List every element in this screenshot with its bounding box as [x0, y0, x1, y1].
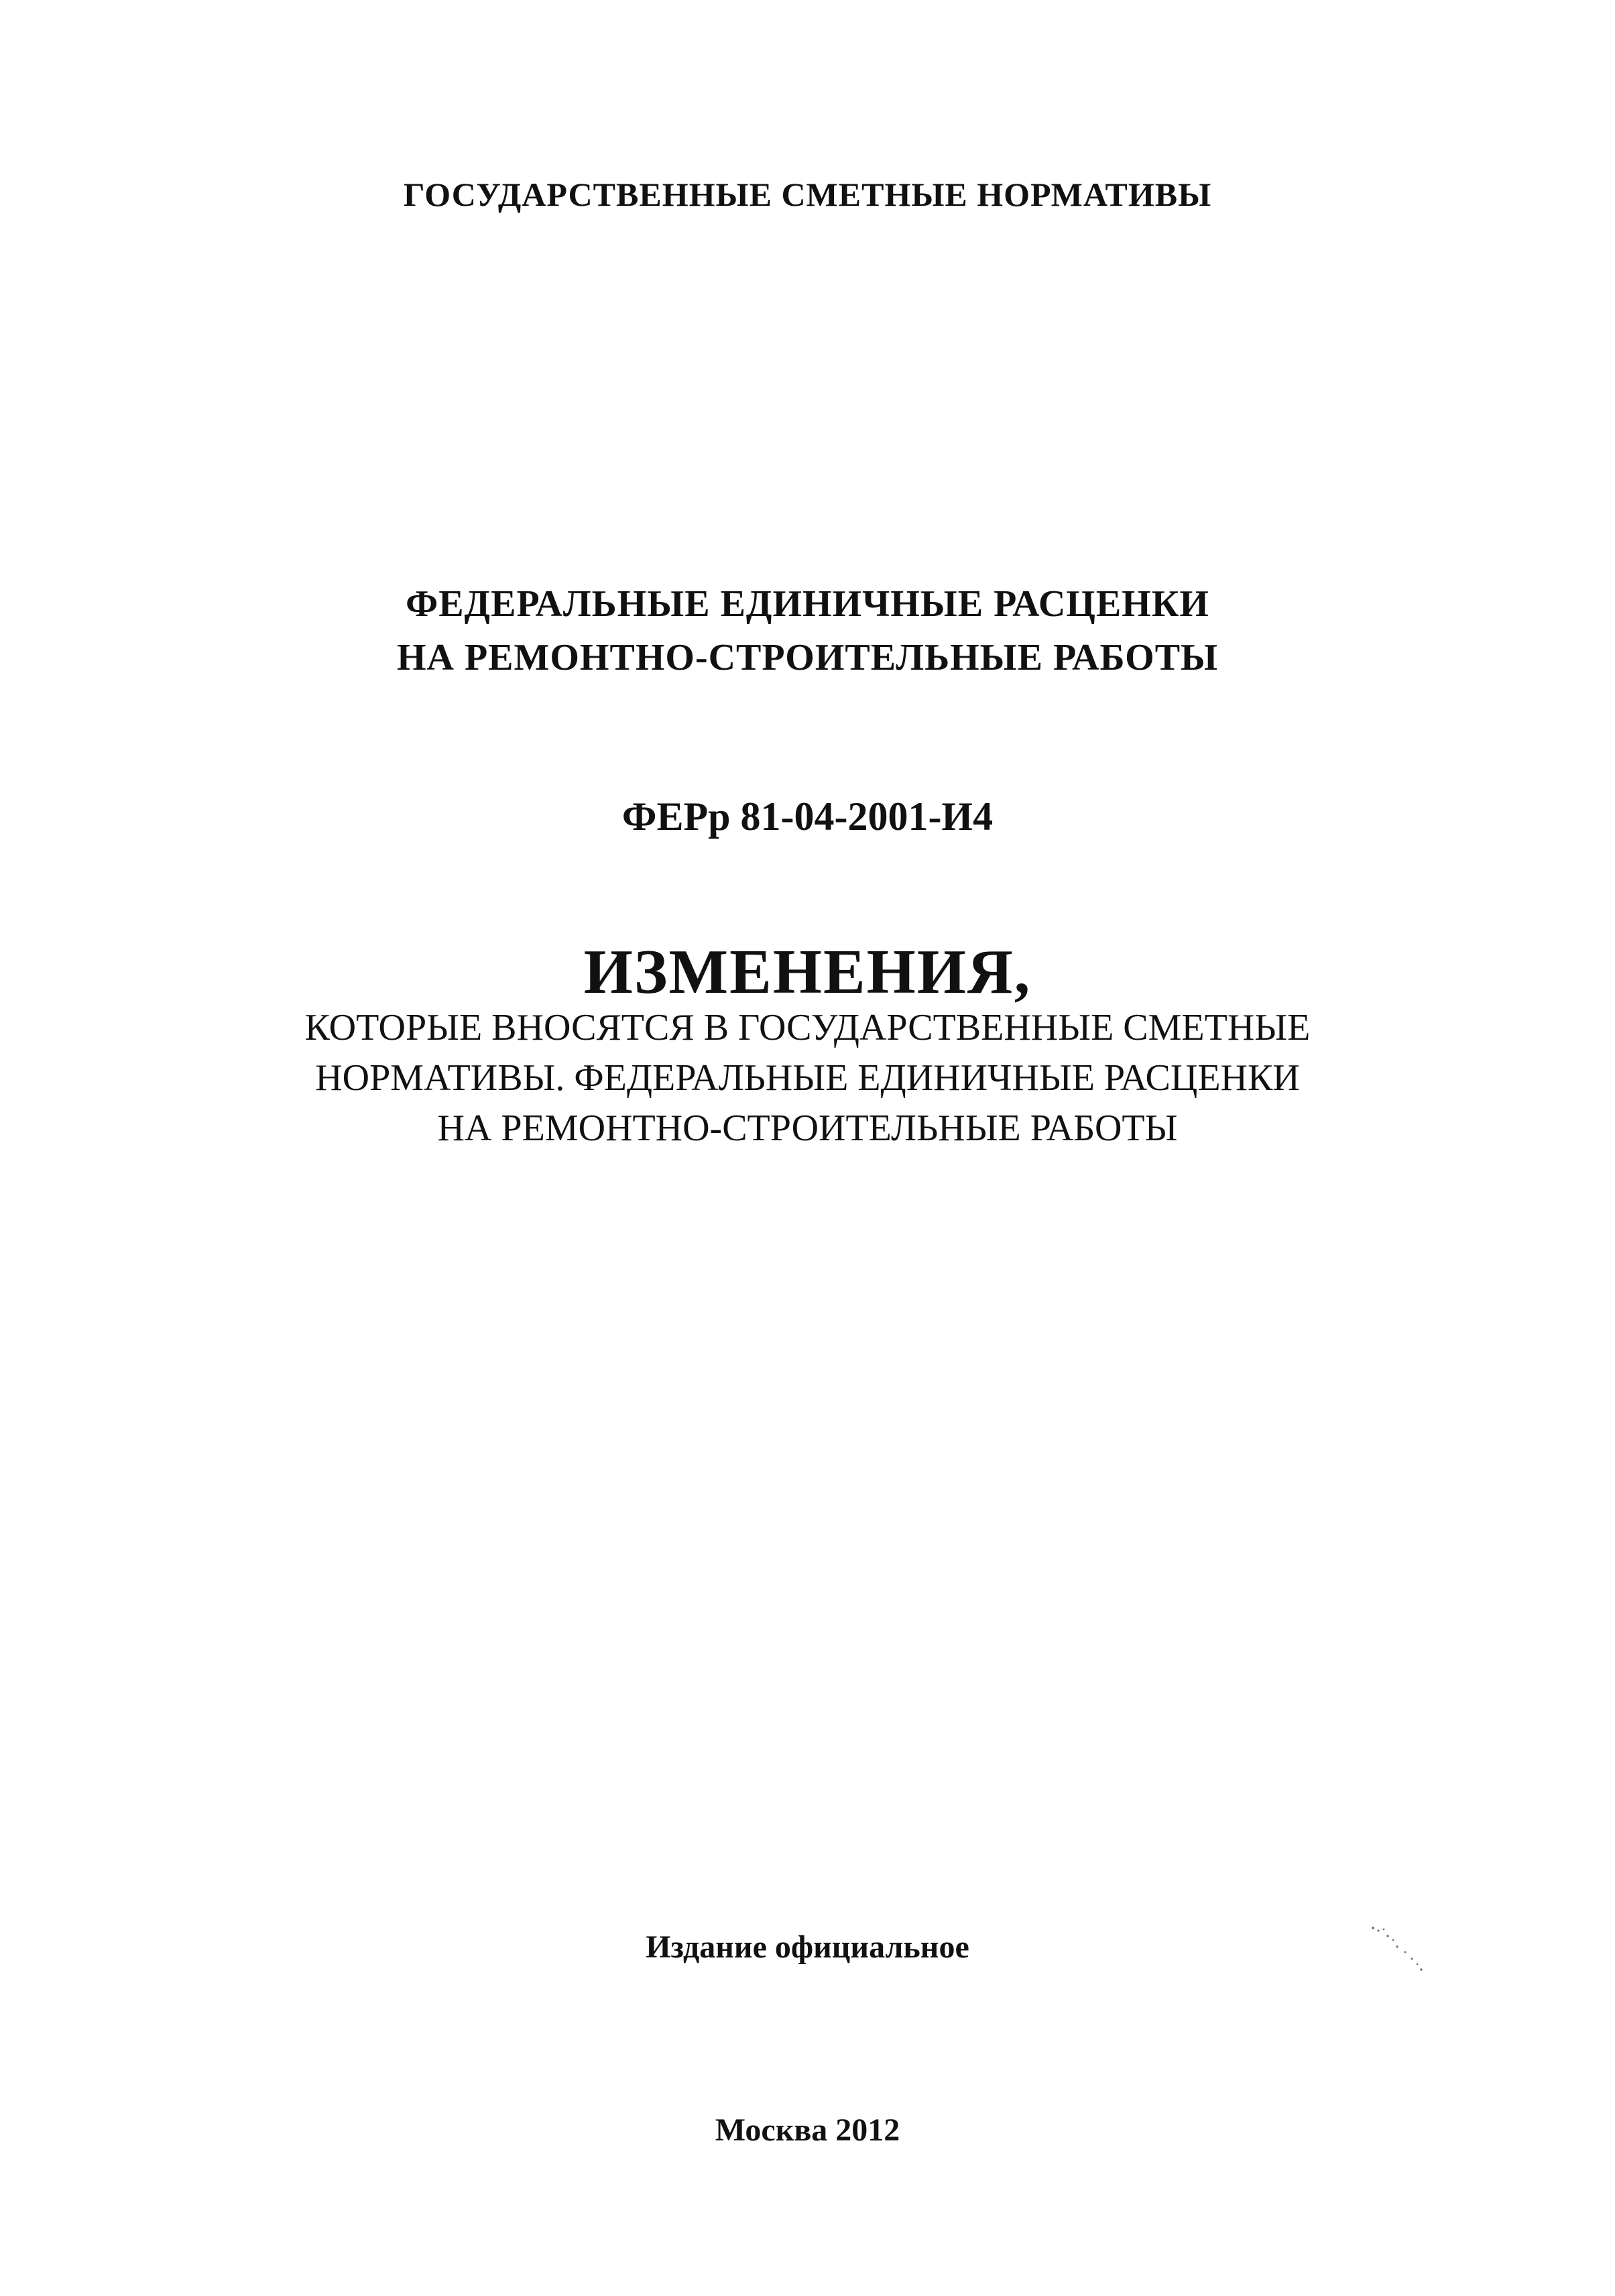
changes-subtitle-line-2: НОРМАТИВЫ. ФЕДЕРАЛЬНЫЕ ЕДИНИЧНЫЕ РАСЦЕНКИ: [315, 1057, 1300, 1099]
document-code: ФЕРр 81-04-2001-И4: [621, 794, 994, 839]
changes-subtitle-line-3: НА РЕМОНТНО-СТРОИТЕЛЬНЫЕ РАБОТЫ: [437, 1107, 1178, 1149]
edition-label: Издание официальное: [646, 1929, 969, 1965]
place-and-year: Москва 2012: [715, 2112, 900, 2148]
title-line-1: ФЕДЕРАЛЬНЫЕ ЕДИНИЧНЫЕ РАСЦЕНКИ: [406, 583, 1209, 625]
scan-noise-specks: [1368, 1924, 1428, 1978]
changes-subtitle-line-1: КОТОРЫЕ ВНОСЯТСЯ В ГОСУДАРСТВЕННЫЕ СМЕТНЫЕ: [304, 1007, 1311, 1048]
changes-heading: ИЗМЕНЕНИЯ,: [583, 937, 1032, 1007]
document-header: ГОСУДАРСТВЕННЫЕ СМЕТНЫЕ НОРМАТИВЫ: [403, 176, 1212, 213]
title-line-2: НА РЕМОНТНО-СТРОИТЕЛЬНЫЕ РАБОТЫ: [396, 637, 1219, 678]
